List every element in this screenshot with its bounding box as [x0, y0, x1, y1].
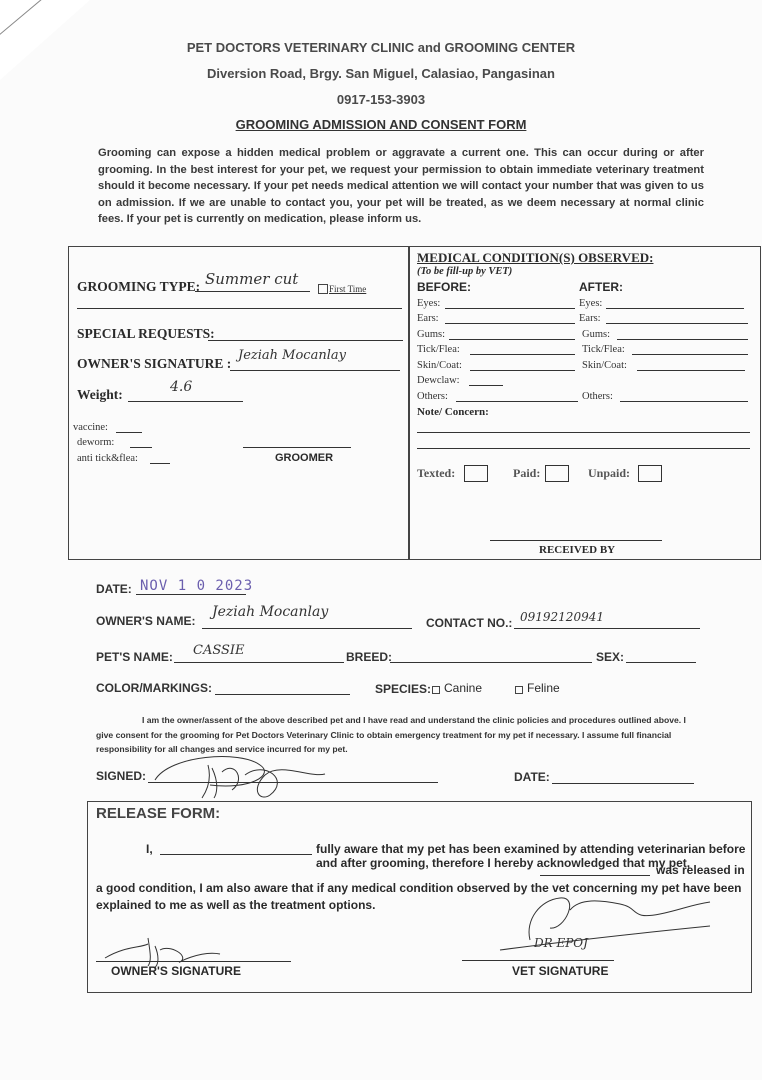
before-skin-line — [470, 370, 575, 371]
groomer-label: GROOMER — [275, 452, 334, 464]
sex-label: SEX: — [596, 650, 625, 664]
special-requests-line — [208, 340, 403, 341]
anti-tick-line — [150, 463, 170, 464]
grooming-type-label: GROOMING TYPE: — [77, 279, 201, 294]
note-line-1 — [417, 432, 750, 433]
release-title: RELEASE FORM: — [96, 805, 221, 822]
date-line — [136, 594, 246, 595]
vet-signature-label: VET SIGNATURE — [512, 964, 609, 978]
before-skin: Skin/Coat: — [417, 360, 462, 371]
unpaid-label: Unpaid: — [588, 466, 631, 480]
clinic-name: PET DOCTORS VETERINARY CLINIC and GROOMING CENTER — [186, 40, 576, 55]
medical-title: MEDICAL CONDITION(S) OBSERVED: — [417, 250, 654, 265]
grooming-line-2 — [77, 308, 402, 309]
weight-value: 4.6 — [170, 379, 193, 395]
before-others: Others: — [417, 391, 448, 402]
color-label: COLOR/MARKINGS: — [96, 681, 212, 695]
breed-line — [390, 662, 592, 663]
clinic-address: Diversion Road, Brgy. San Miguel, Calasiao, Pangasinan — [207, 66, 555, 81]
special-requests-label: SPECIAL REQUESTS: — [77, 326, 215, 341]
after-eyes: Eyes: — [579, 298, 603, 309]
after-tick: Tick/Flea: — [582, 344, 625, 355]
vet-signature — [470, 890, 720, 960]
clinic-phone: 0917-153-3903 — [336, 92, 426, 107]
pet-name-label: PET'S NAME: — [96, 650, 173, 664]
before-label: BEFORE: — [417, 280, 471, 294]
first-time-checkbox[interactable] — [318, 284, 328, 294]
before-gums: Gums: — [417, 329, 446, 340]
after-eyes-line — [606, 308, 744, 309]
after-label: AFTER: — [579, 280, 623, 294]
vaccine-label: vaccine: — [73, 422, 108, 433]
unpaid-checkbox[interactable] — [638, 465, 662, 482]
note-label: Note/ Concern: — [417, 406, 489, 418]
owner-signature-value: Jeziah Mocanlay — [238, 348, 346, 363]
after-others: Others: — [582, 391, 613, 402]
before-eyes-line — [445, 308, 575, 309]
contact-label: CONTACT NO.: — [426, 616, 513, 630]
deworm-line — [130, 447, 152, 448]
owner-signature-line — [230, 370, 400, 371]
groomer-line — [243, 447, 351, 448]
vet-handwriting: DR EPOJ — [534, 936, 588, 950]
texted-checkbox[interactable] — [464, 465, 488, 482]
owner-name-line — [202, 628, 412, 629]
before-eyes: Eyes: — [417, 298, 441, 309]
form-title: GROOMING ADMISSION AND CONSENT FORM — [235, 117, 527, 132]
color-line — [215, 694, 350, 695]
after-skin: Skin/Coat: — [582, 360, 627, 371]
before-tick: Tick/Flea: — [417, 344, 460, 355]
before-dewclaw: Dewclaw: — [417, 375, 460, 386]
after-tick-line — [632, 354, 748, 355]
pet-name-line — [174, 662, 344, 663]
pet-name-value: CASSIE — [193, 643, 245, 658]
after-gums: Gums: — [582, 329, 611, 340]
before-tick-line — [470, 354, 575, 355]
feline-label: Feline — [527, 681, 560, 695]
anti-tick-label: anti tick&flea: — [77, 453, 138, 464]
vaccine-line — [116, 432, 142, 433]
received-by-line — [490, 540, 662, 541]
after-gums-line — [617, 339, 748, 340]
grooming-type-line — [195, 291, 310, 292]
breed-label: BREED: — [346, 650, 393, 664]
before-others-line — [456, 401, 578, 402]
release-i-label: I, — [146, 842, 153, 856]
release-text-1: fully aware that my pet has been examined by attending veterinarian before and after grooming, therefore I hereby acknowledged that my pet, — [316, 842, 746, 870]
owner-signature-line-release — [96, 961, 291, 962]
release-name-line — [160, 854, 312, 855]
after-ears-line — [606, 323, 748, 324]
sex-line — [626, 662, 696, 663]
species-label: SPECIES: — [375, 682, 432, 696]
received-by-label: RECEIVED BY — [539, 544, 616, 556]
before-ears-line — [445, 323, 575, 324]
box-divider — [408, 247, 410, 559]
consent-date-line — [552, 783, 694, 784]
owner-signature-label: OWNER'S SIGNATURE : — [77, 356, 232, 371]
release-text-2: was released in a good condition, I am also aware that if any medical condition observed by the vet concerning my pet have been explained to me as well as the treatment options. — [96, 863, 745, 912]
feline-checkbox[interactable] — [515, 686, 523, 694]
date-stamp: NOV 1 0 2023 — [140, 578, 254, 594]
before-gums-line — [449, 339, 575, 340]
signed-label: SIGNED: — [96, 769, 147, 783]
before-ears: Ears: — [417, 313, 439, 324]
consent-date-label: DATE: — [514, 770, 550, 784]
owner-name-value: Jeziah Mocanlay — [212, 604, 329, 620]
weight-line — [128, 401, 243, 402]
owner-name-label: OWNER'S NAME: — [96, 614, 196, 628]
deworm-label: deworm: — [77, 437, 115, 448]
canine-checkbox[interactable] — [432, 686, 440, 694]
date-label: DATE: — [96, 582, 132, 596]
before-dewclaw-line — [469, 385, 503, 386]
vet-signature-line — [462, 960, 614, 961]
after-skin-line — [637, 370, 745, 371]
after-others-line — [620, 401, 748, 402]
consent-text: I am the owner/assent of the above described pet and I have read and understand the clinic policies and procedures outlined above. I give consent for the grooming for Pet Doctors Veterinary Clinic to obtain emergency treatment for my pet if necessary. I assume full financial responsibility for all changes and service incurred for my pet. — [96, 715, 686, 754]
note-line-2 — [417, 448, 750, 449]
medical-subtitle: (To be fill-up by VET) — [417, 266, 513, 277]
release-owner-signature-label: OWNER'S SIGNATURE — [111, 964, 241, 978]
texted-label: Texted: — [417, 466, 456, 480]
paid-label: Paid: — [513, 466, 541, 480]
contact-value: 09192120941 — [520, 610, 604, 624]
canine-label: Canine — [444, 681, 483, 695]
first-time-label: First Time — [329, 284, 367, 294]
contact-line — [514, 628, 700, 629]
release-pet-line — [540, 875, 650, 876]
grooming-type-value: Summer cut — [205, 270, 299, 288]
weight-label: Weight: — [77, 387, 123, 402]
after-ears: Ears: — [579, 313, 601, 324]
paid-checkbox[interactable] — [545, 465, 569, 482]
intro-paragraph: Grooming can expose a hidden medical problem or aggravate a current one. This can occur during or after grooming. In the best interest for your pet, we request your permission to obtain immediate veterinary treatment should it become necessary. If your pet needs medical attention we will contact your number that was given to us on admission. If we are unable to contact you, your pet will be treated, as we deem necessary at normal clinic fees. If your pet is currently on medication, please inform us. — [98, 147, 704, 226]
